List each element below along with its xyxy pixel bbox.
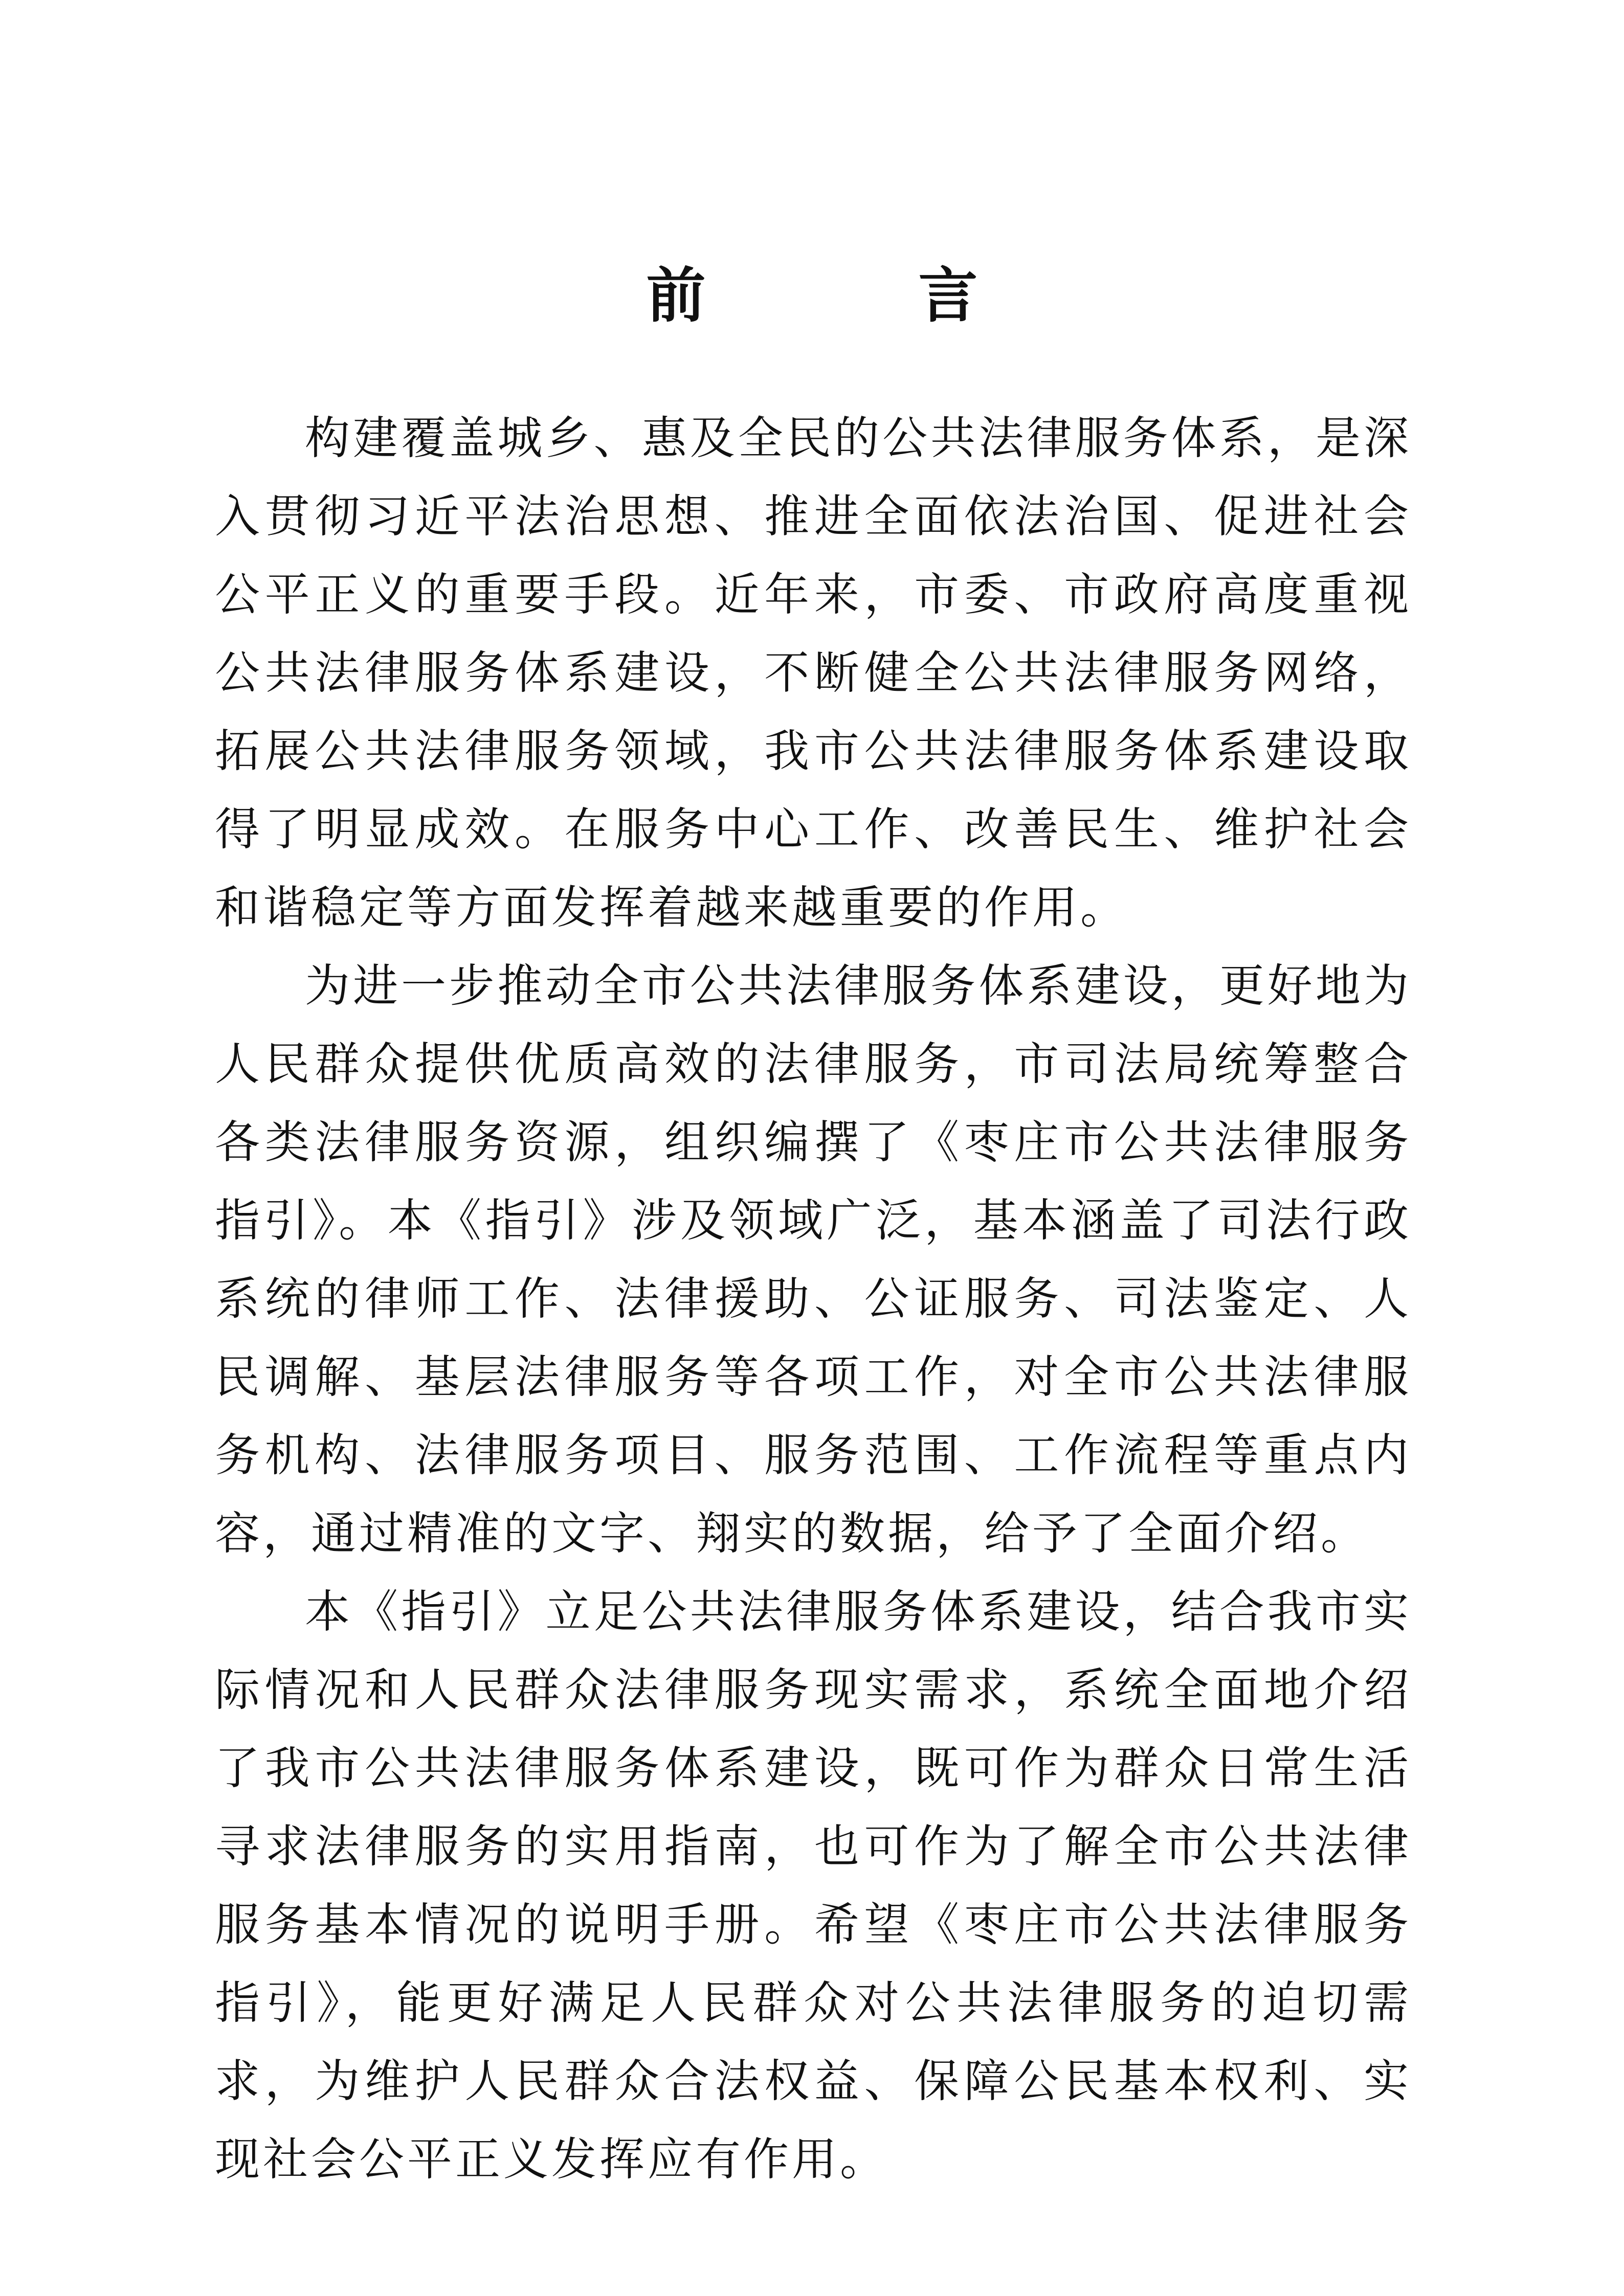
paragraph-3: 本《指引》立足公共法律服务体系建设，结合我市实际情况和人民群众法律服务现实需求，系统全面地介绍了我市公共法律服务体系建设，既可作为群众日常生活寻求法律服务的实用指南，也可作为了解全市公共法律服务基本情况的说明手册。希望《枣庄市公共法律服务指引》，能更好满足人民群众对公共法律服务的迫切需求，为维护人民群众合法权益、保障公民基本权利、实现社会公平正义发挥应有作用。: [215, 1585, 1412, 2186]
paragraph-2: 为进一步推动全市公共法律服务体系建设，更好地为人民群众提供优质高效的法律服务，市司法局统筹整合各类法律服务资源，组织编撰了《枣庄市公共法律服务指引》。本《指引》涉及领域广泛，基本涵盖了司法行政系统的律师工作、法律援助、公证服务、司法鉴定、人民调解、基层法律服务等各项工作，对全市公共法律服务机构、法律服务项目、服务范围、工作流程等重点内容，通过精准的文字、翔实的数据，给予了全面介绍。: [215, 959, 1412, 1560]
page-title: 前 言: [646, 261, 1055, 330]
paragraph-1: 构建覆盖城乡、惠及全民的公共法律服务体系，是深入贯彻习近平法治思想、推进全面依法治国、促进社会公平正义的重要手段。近年来，市委、市政府高度重视公共法律服务体系建设，不断健全公共法律服务网络，拓展公共法律服务领域，我市公共法律服务体系建设取得了明显成效。在服务中心工作、改善民生、维护社会和谐稳定等方面发挥着越来越重要的作用。: [215, 412, 1412, 934]
preface-body: [215, 399, 1412, 2198]
